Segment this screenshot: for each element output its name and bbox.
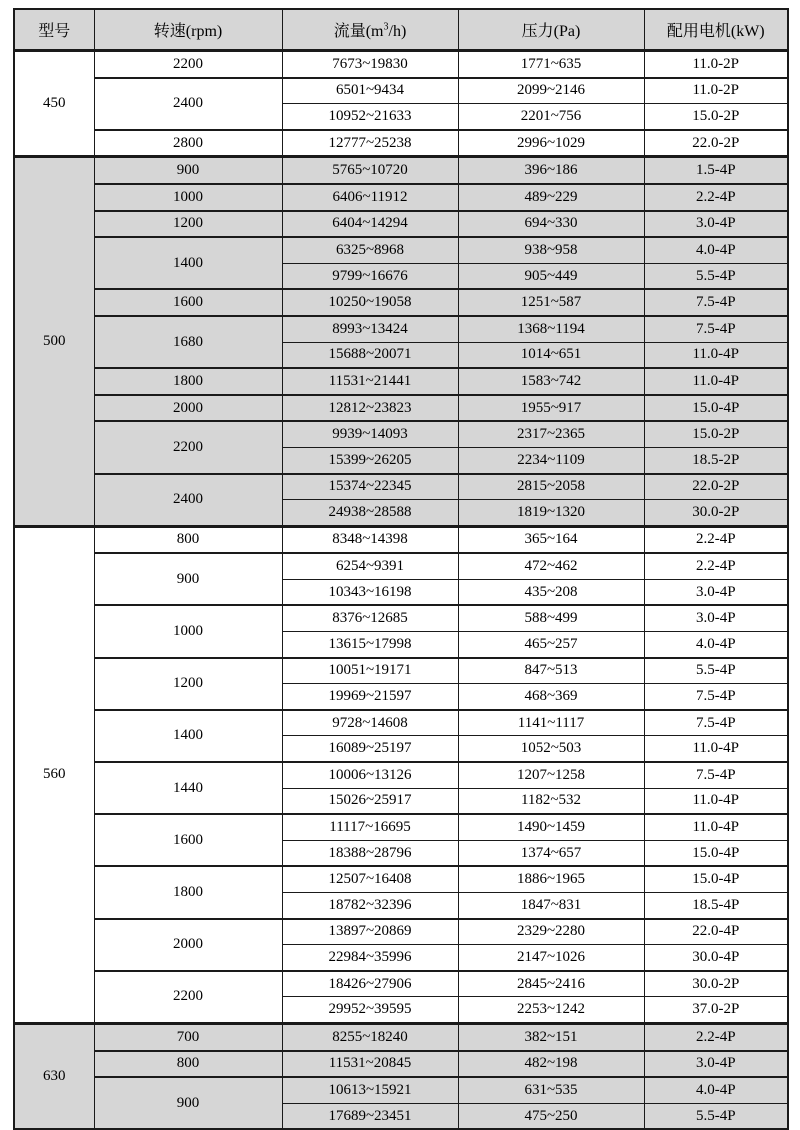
flow-cell: 22984~35996	[282, 945, 458, 971]
flow-cell: 11531~21441	[282, 368, 458, 395]
flow-cell: 15374~22345	[282, 474, 458, 500]
header-row	[14, 9, 788, 51]
motor-cell: 11.0-2P	[644, 51, 788, 78]
speed-cell: 2000	[94, 395, 282, 422]
pressure-cell: 938~958	[458, 237, 644, 263]
speed-cell: 1000	[94, 184, 282, 211]
flow-cell: 12507~16408	[282, 866, 458, 892]
flow-cell: 10250~19058	[282, 289, 458, 316]
model-cell: 500	[14, 157, 94, 526]
model-cell: 630	[14, 1023, 94, 1129]
speed-cell: 2200	[94, 971, 282, 1024]
speed-cell: 900	[94, 553, 282, 605]
motor-cell: 1.5-4P	[644, 157, 788, 184]
motor-cell: 15.0-4P	[644, 840, 788, 866]
motor-cell: 3.0-4P	[644, 605, 788, 631]
motor-cell: 3.0-4P	[644, 211, 788, 238]
pressure-cell: 2329~2280	[458, 919, 644, 945]
table-row	[14, 762, 788, 788]
flow-cell: 7673~19830	[282, 51, 458, 78]
flow-cell: 17689~23451	[282, 1103, 458, 1129]
flow-cell: 6406~11912	[282, 184, 458, 211]
speed-cell: 2400	[94, 78, 282, 130]
col-header-speed: 转速(rpm)	[94, 9, 282, 51]
speed-cell: 1680	[94, 316, 282, 368]
table-row	[14, 866, 788, 892]
flow-cell: 9939~14093	[282, 421, 458, 447]
table-row	[14, 157, 788, 184]
table-header	[14, 9, 788, 51]
pressure-cell: 1207~1258	[458, 762, 644, 788]
motor-cell: 2.2-4P	[644, 553, 788, 579]
flow-cell: 16089~25197	[282, 736, 458, 762]
flow-cell: 18782~32396	[282, 893, 458, 919]
pressure-cell: 905~449	[458, 263, 644, 289]
motor-cell: 11.0-4P	[644, 788, 788, 814]
flow-cell: 8255~18240	[282, 1023, 458, 1050]
table-row	[14, 184, 788, 211]
speed-cell: 900	[94, 157, 282, 184]
speed-cell: 2200	[94, 421, 282, 473]
motor-cell: 4.0-4P	[644, 632, 788, 658]
motor-cell: 4.0-4P	[644, 1077, 788, 1103]
flow-cell: 6404~14294	[282, 211, 458, 238]
motor-cell: 5.5-4P	[644, 1103, 788, 1129]
pressure-cell: 2317~2365	[458, 421, 644, 447]
speed-cell: 1200	[94, 211, 282, 238]
speed-cell: 1400	[94, 710, 282, 762]
flow-cell: 13897~20869	[282, 919, 458, 945]
pressure-cell: 1771~635	[458, 51, 644, 78]
flow-cell: 10343~16198	[282, 579, 458, 605]
flow-cell: 9799~16676	[282, 263, 458, 289]
motor-cell: 22.0-2P	[644, 474, 788, 500]
motor-cell: 15.0-2P	[644, 421, 788, 447]
pressure-cell: 2234~1109	[458, 447, 644, 473]
flow-cell: 6501~9434	[282, 78, 458, 104]
model-cell: 560	[14, 526, 94, 1023]
table-row	[14, 211, 788, 238]
table-row	[14, 526, 788, 553]
table-row	[14, 553, 788, 579]
flow-cell: 13615~17998	[282, 632, 458, 658]
flow-header-sup: 3	[383, 21, 389, 33]
flow-cell: 10952~21633	[282, 104, 458, 130]
pressure-cell: 2996~1029	[458, 130, 644, 157]
motor-cell: 22.0-4P	[644, 919, 788, 945]
flow-cell: 15026~25917	[282, 788, 458, 814]
speed-cell: 700	[94, 1023, 282, 1050]
motor-cell: 11.0-4P	[644, 736, 788, 762]
motor-cell: 37.0-2P	[644, 997, 788, 1024]
table-row	[14, 1051, 788, 1078]
speed-cell: 1600	[94, 814, 282, 866]
flow-cell: 15399~26205	[282, 447, 458, 473]
motor-cell: 2.2-4P	[644, 184, 788, 211]
flow-cell: 12812~23823	[282, 395, 458, 422]
motor-cell: 3.0-4P	[644, 579, 788, 605]
motor-cell: 11.0-4P	[644, 368, 788, 395]
pressure-cell: 482~198	[458, 1051, 644, 1078]
motor-cell: 15.0-2P	[644, 104, 788, 130]
motor-cell: 3.0-4P	[644, 1051, 788, 1078]
flow-cell: 8376~12685	[282, 605, 458, 631]
flow-cell: 5765~10720	[282, 157, 458, 184]
motor-cell: 4.0-4P	[644, 237, 788, 263]
table-row	[14, 421, 788, 447]
speed-cell: 2000	[94, 919, 282, 971]
table-row	[14, 289, 788, 316]
table-row	[14, 316, 788, 342]
pressure-cell: 2099~2146	[458, 78, 644, 104]
flow-cell: 10006~13126	[282, 762, 458, 788]
motor-cell: 15.0-4P	[644, 866, 788, 892]
motor-cell: 11.0-2P	[644, 78, 788, 104]
pressure-cell: 382~151	[458, 1023, 644, 1050]
flow-cell: 8993~13424	[282, 316, 458, 342]
flow-cell: 6254~9391	[282, 553, 458, 579]
flow-cell: 18426~27906	[282, 971, 458, 997]
pressure-cell: 2147~1026	[458, 945, 644, 971]
motor-cell: 18.5-4P	[644, 893, 788, 919]
speed-cell: 1000	[94, 605, 282, 657]
table-row	[14, 658, 788, 684]
speed-cell: 2400	[94, 474, 282, 527]
motor-cell: 11.0-4P	[644, 342, 788, 368]
speed-cell: 1800	[94, 368, 282, 395]
pressure-cell: 1141~1117	[458, 710, 644, 736]
speed-cell: 900	[94, 1077, 282, 1129]
flow-cell: 8348~14398	[282, 526, 458, 553]
table-row	[14, 1023, 788, 1050]
pressure-cell: 1583~742	[458, 368, 644, 395]
motor-cell: 7.5-4P	[644, 316, 788, 342]
flow-header-post: /h)	[388, 23, 407, 40]
flow-cell: 12777~25238	[282, 130, 458, 157]
motor-cell: 7.5-4P	[644, 289, 788, 316]
fan-spec-table	[13, 8, 789, 1130]
table-row	[14, 919, 788, 945]
pressure-cell: 1014~651	[458, 342, 644, 368]
pressure-cell: 1052~503	[458, 736, 644, 762]
table-row	[14, 395, 788, 422]
model-cell: 450	[14, 51, 94, 157]
pressure-cell: 631~535	[458, 1077, 644, 1103]
pressure-cell: 694~330	[458, 211, 644, 238]
motor-cell: 7.5-4P	[644, 762, 788, 788]
pressure-cell: 472~462	[458, 553, 644, 579]
motor-cell: 7.5-4P	[644, 684, 788, 710]
table-row	[14, 78, 788, 104]
motor-cell: 30.0-2P	[644, 971, 788, 997]
pressure-cell: 435~208	[458, 579, 644, 605]
motor-cell: 5.5-4P	[644, 263, 788, 289]
col-header-pressure: 压力(Pa)	[458, 9, 644, 51]
flow-cell: 15688~20071	[282, 342, 458, 368]
table-row	[14, 605, 788, 631]
flow-cell: 19969~21597	[282, 684, 458, 710]
table-row	[14, 971, 788, 997]
pressure-cell: 1819~1320	[458, 500, 644, 527]
pressure-cell: 468~369	[458, 684, 644, 710]
motor-cell: 5.5-4P	[644, 658, 788, 684]
motor-cell: 2.2-4P	[644, 526, 788, 553]
speed-cell: 1400	[94, 237, 282, 289]
table-row	[14, 368, 788, 395]
flow-cell: 18388~28796	[282, 840, 458, 866]
pressure-cell: 365~164	[458, 526, 644, 553]
table-row	[14, 474, 788, 500]
table-body	[14, 51, 788, 1130]
col-header-model: 型号	[14, 9, 94, 51]
speed-cell: 2800	[94, 130, 282, 157]
motor-cell: 22.0-2P	[644, 130, 788, 157]
speed-cell: 800	[94, 526, 282, 553]
flow-cell: 10613~15921	[282, 1077, 458, 1103]
pressure-cell: 2253~1242	[458, 997, 644, 1024]
flow-cell: 24938~28588	[282, 500, 458, 527]
pressure-cell: 1368~1194	[458, 316, 644, 342]
motor-cell: 30.0-2P	[644, 500, 788, 527]
flow-header-pre: 流量(m	[333, 23, 384, 40]
flow-cell: 11531~20845	[282, 1051, 458, 1078]
pressure-cell: 396~186	[458, 157, 644, 184]
table-row	[14, 237, 788, 263]
motor-cell: 11.0-4P	[644, 814, 788, 840]
pressure-cell: 1886~1965	[458, 866, 644, 892]
pressure-cell: 1251~587	[458, 289, 644, 316]
motor-cell: 7.5-4P	[644, 710, 788, 736]
pressure-cell: 2815~2058	[458, 474, 644, 500]
pressure-cell: 1490~1459	[458, 814, 644, 840]
table-row	[14, 710, 788, 736]
speed-cell: 1800	[94, 866, 282, 918]
speed-cell: 800	[94, 1051, 282, 1078]
pressure-cell: 1182~532	[458, 788, 644, 814]
pressure-cell: 1847~831	[458, 893, 644, 919]
pressure-cell: 588~499	[458, 605, 644, 631]
motor-cell: 2.2-4P	[644, 1023, 788, 1050]
motor-cell: 30.0-4P	[644, 945, 788, 971]
pressure-cell: 489~229	[458, 184, 644, 211]
pressure-cell: 2201~756	[458, 104, 644, 130]
col-header-flow	[282, 9, 458, 51]
speed-cell: 1200	[94, 658, 282, 710]
pressure-cell: 475~250	[458, 1103, 644, 1129]
col-header-motor: 配用电机(kW)	[644, 9, 788, 51]
pressure-cell: 465~257	[458, 632, 644, 658]
flow-cell: 10051~19171	[282, 658, 458, 684]
pressure-cell: 847~513	[458, 658, 644, 684]
speed-cell: 1440	[94, 762, 282, 814]
flow-cell: 29952~39595	[282, 997, 458, 1024]
motor-cell: 18.5-2P	[644, 447, 788, 473]
pressure-cell: 2845~2416	[458, 971, 644, 997]
table-row	[14, 814, 788, 840]
speed-cell: 2200	[94, 51, 282, 78]
speed-cell: 1600	[94, 289, 282, 316]
table-row	[14, 1077, 788, 1103]
pressure-cell: 1374~657	[458, 840, 644, 866]
motor-cell: 15.0-4P	[644, 395, 788, 422]
flow-cell: 11117~16695	[282, 814, 458, 840]
pressure-cell: 1955~917	[458, 395, 644, 422]
flow-cell: 6325~8968	[282, 237, 458, 263]
table-row	[14, 51, 788, 78]
table-row	[14, 130, 788, 157]
flow-cell: 9728~14608	[282, 710, 458, 736]
